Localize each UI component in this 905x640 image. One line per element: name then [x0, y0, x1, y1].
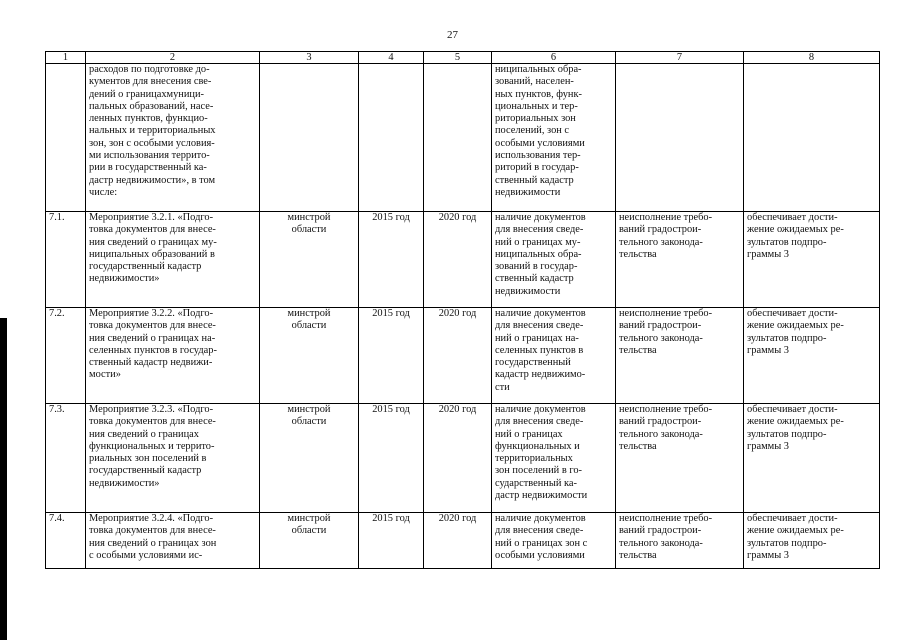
cell-end: 2020 год: [424, 513, 492, 569]
cell-relation: обеспечивает дости- жение ожидаемых ре- зультатов подпро- граммы 3: [744, 212, 880, 308]
scan-edge-bar: [0, 318, 7, 640]
header-cell: 2: [86, 52, 260, 64]
cell-executor: минстрой области: [260, 212, 359, 308]
cell-event: Мероприятие 3.2.4. «Подго- товка документов для внесе- ния сведений о границах зон с особыми условиями ис-: [86, 513, 260, 569]
cell-result: наличие документов для внесения сведе- ний о границах му- ниципальных обра- зований в государ- ственный кадастр недвижимости: [492, 212, 616, 308]
cell-result: наличие документов для внесения сведе- ний о границах на- селенных пунктов в государственный кадастр недвижимо- сти: [492, 308, 616, 404]
cell-num: 7.2.: [46, 308, 86, 404]
cell-start: 2015 год: [359, 308, 424, 404]
header-cell: 8: [744, 52, 880, 64]
cell-event: Мероприятие 3.2.2. «Подго- товка документов для внесе- ния сведений о границах на- селенных пунктов в государ- ственный кадастр недвижи- мости»: [86, 308, 260, 404]
cell-relation: обеспечивает дости- жение ожидаемых ре- зультатов подпро- граммы 3: [744, 404, 880, 513]
table-row-continuation: [46, 64, 880, 212]
cell-relation: обеспечивает дости- жение ожидаемых ре- зультатов подпро- граммы 3: [744, 513, 880, 569]
cell-result: наличие документов для внесения сведе- ний о границах зон с особыми условиями: [492, 513, 616, 569]
header-row: [46, 52, 880, 64]
table-row: [46, 404, 880, 513]
header-cell: 4: [359, 52, 424, 64]
cell-num: [46, 64, 86, 212]
cell-executor: минстрой области: [260, 308, 359, 404]
cell-consequence: [616, 64, 744, 212]
header-cell: 3: [260, 52, 359, 64]
cell-executor: минстрой области: [260, 404, 359, 513]
header-cell: 7: [616, 52, 744, 64]
cell-executor: минстрой области: [260, 513, 359, 569]
cell-event: Мероприятие 3.2.1. «Подго- товка документов для внесе- ния сведений о границах му- ниципальных образований в государственный кадастр недвижимости»: [86, 212, 260, 308]
cell-num: 7.1.: [46, 212, 86, 308]
cell-executor: [260, 64, 359, 212]
table-row: [46, 513, 880, 569]
cell-end: 2020 год: [424, 212, 492, 308]
cell-start: [359, 64, 424, 212]
measures-table: [45, 51, 880, 569]
cell-num: 7.3.: [46, 404, 86, 513]
cell-consequence: неисполнение требо- ваний градострои- тельного законода- тельства: [616, 212, 744, 308]
cell-event: Мероприятие 3.2.3. «Подго- товка документов для внесе- ния сведений о границах функциональных и террито- риальных зон поселений в государственный кадастр недвижимости»: [86, 404, 260, 513]
cell-result: ниципальных обра- зований, населен- ных пунктов, функ- циональных и тер- риториальных зон поселений, зон с особыми условиями использования тер- риторий в государ- ственный кадастр недвижимости: [492, 64, 616, 212]
cell-relation: обеспечивает дости- жение ожидаемых ре- зультатов подпро- граммы 3: [744, 308, 880, 404]
cell-start: 2015 год: [359, 404, 424, 513]
cell-end: 2020 год: [424, 308, 492, 404]
table-row: [46, 308, 880, 404]
page-number: 27: [447, 29, 458, 41]
cell-end: 2020 год: [424, 404, 492, 513]
cell-start: 2015 год: [359, 212, 424, 308]
cell-result: наличие документов для внесения сведе- ний о границах функциональных и территориальных зон поселений в го- сударственный ка- дастр недвижимости: [492, 404, 616, 513]
cell-num: 7.4.: [46, 513, 86, 569]
cell-relation: [744, 64, 880, 212]
cell-consequence: неисполнение требо- ваний градострои- тельного законода- тельства: [616, 308, 744, 404]
header-cell: 6: [492, 52, 616, 64]
cell-event: расходов по подготовке до- кументов для внесения све- дений о границахмуници- пальных образований, насе- ленных пунктов, функцио- нальных и территориальных зон, зон с особыми условия- ми использования террито- рии в государственный ка- дастр недвижимости», в том числе:: [86, 64, 260, 212]
table-row: [46, 212, 880, 308]
cell-consequence: неисполнение требо- ваний градострои- тельного законода- тельства: [616, 513, 744, 569]
header-cell: 1: [46, 52, 86, 64]
cell-consequence: неисполнение требо- ваний градострои- тельного законода- тельства: [616, 404, 744, 513]
cell-end: [424, 64, 492, 212]
cell-start: 2015 год: [359, 513, 424, 569]
header-cell: 5: [424, 52, 492, 64]
